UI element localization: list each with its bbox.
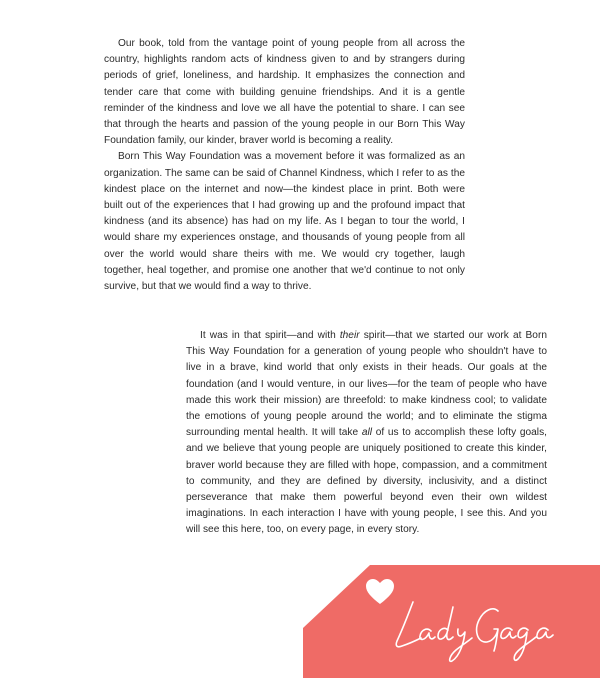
- paragraph-3-text-b: spirit—that we started our work at Born This Way Foundation for a generation of young people who shouldn't have to live in a brave, kind world that only exists in their heads. Our goals at the foundation (and I would venture, in our lives—for the team of people who have made this work their mission) are threefold: to make kindness cool; to validate the emotions of young people around the world; and to eliminate the stigma surrounding mental health. It will take: [186, 330, 547, 439]
- paragraph-3-italic-all: all: [361, 427, 373, 439]
- paragraph-1: Our book, told from the vantage point of young people from all across the country, highlights random acts of kindness given to and by strangers during periods of grief, loneliness, and hardship. It emphasizes the connection and tender care that come with building genuine friendships. And it is a gentle reminder of the kindness and love we all have the potential to share. I can see that through the hearts and passion of the young people in our Born This Way Foundation family, our kinder, braver world is becoming a reality.: [104, 38, 465, 147]
- paragraph-2: Born This Way Foundation was a movement before it was formalized as an organization. The same can be said of Channel Kindness, which I refer to as the kindest place on the internet and now—the kindest place in print. Both were built out of the experiences that I had growing up and the profound impact that kindness (and its absence) has had on my life. As I began to tour the world, I would share my experiences onstage, and thousands of young people from all over the world would share theirs with me. We would cry together, laugh together, heal together, and promise one another that we'd continue to not only survive, but that we would find a way to thrive.: [104, 151, 465, 293]
- paragraph-3-text-a: It was in that spirit—and with: [200, 330, 340, 341]
- paragraph-3-text-c: of us to accomplish these lofty goals, and we believe that young people are uniquely positioned to create this kinder, braver world because they are filled with hope, compassion, and a commitment to community, and they are defined by diversity, inclusivity, and a distinct perseverance that make them powerful beyond even their own wildest imaginations. In each interaction I have with young people, I see this. And you will see this here, too, on every page, in every story.: [186, 427, 547, 536]
- paragraph-3-italic-their: their: [339, 330, 360, 341]
